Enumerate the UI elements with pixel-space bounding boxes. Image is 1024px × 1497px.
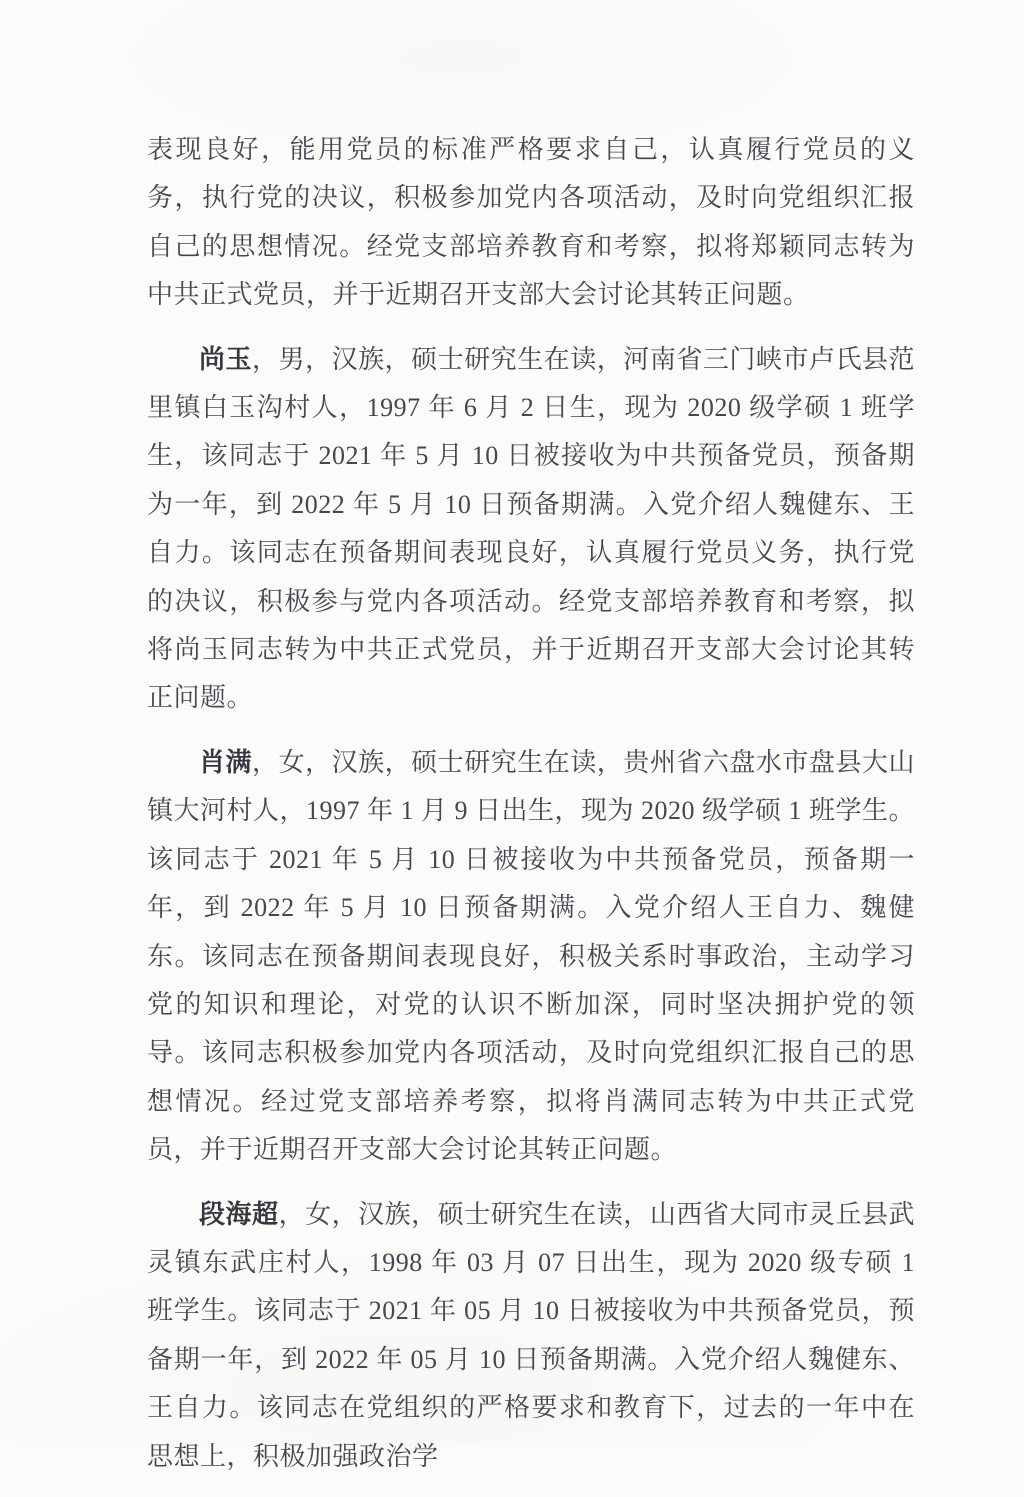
paragraph-duanhaichao	[147, 1191, 915, 1481]
paragraph-text: 表现良好，能用党员的标准严格要求自己，认真履行党员的义务，执行党的决议，积极参加党内各项活动，及时向党组织汇报自己的思想情况。经党支部培养教育和考察，拟将郑颖同志转为中共正式党员，并于近期召开支部大会讨论其转正问题。	[147, 135, 915, 310]
paragraph-text: ，女，汉族，硕士研究生在读，山西省大同市灵丘县武灵镇东武庄村人，1998 年 03 月 07 日出生，现为 2020 级专硕 1 班学生。该同志于 2021 年 05 月 10 日被接收为中共预备党员，预备期一年，到 2022 年 05 月 10 日预备期满。入党介绍人魏健东、王自力。该同志在党组织的严格要求和教育下，过去的一年中在思想上，积极加强政治学	[147, 1199, 915, 1471]
paragraph-text: ，男，汉族，硕士研究生在读，河南省三门峡市卢氏县范里镇白玉沟村人，1997 年 6 月 2 日生，现为 2020 级学硕 1 班学生，该同志于 2021 年 5 月 10 日被接收为中共预备党员，预备期为一年，到 2022 年 5 月 10 日预备期满。入党介绍人魏健东、王自力。该同志在预备期间表现良好，认真履行党员义务，执行党的决议，积极参与党内各项活动。经党支部培养教育和考察，拟将尚玉同志转为中共正式党员，并于近期召开支部大会讨论其转正问题。	[147, 344, 915, 713]
paragraph-text: ，女，汉族，硕士研究生在读，贵州省六盘水市盘县大山镇大河村人，1997 年 1 月 9 日出生，现为 2020 级学硕 1 班学生。该同志于 2021 年 5 月 10 日被接收为中共预备党员，预备期一年，到 2022 年 5 月 10 日预备期满。入党介绍人王自力、魏健东。该同志在预备期间表现良好，积极关系时事政治，主动学习党的知识和理论，对党的认识不断加深，同时坚决拥护党的领导。该同志积极参加党内各项活动，及时向党组织汇报自己的思想情况。经过党支部培养考察，拟将肖满同志转为中共正式党员，并于近期召开支部大会讨论其转正问题。	[147, 747, 916, 1165]
person-name-xiaoman: 肖满	[199, 747, 253, 777]
person-name-duanhaichao: 段海超	[199, 1199, 279, 1229]
paragraph-xiaoman	[147, 739, 915, 1175]
document-text-block	[147, 126, 915, 1497]
person-name-shangyu: 尚玉	[199, 344, 253, 374]
paragraph-zhengying-continuation	[147, 126, 915, 320]
paragraph-shangyu	[147, 336, 915, 723]
